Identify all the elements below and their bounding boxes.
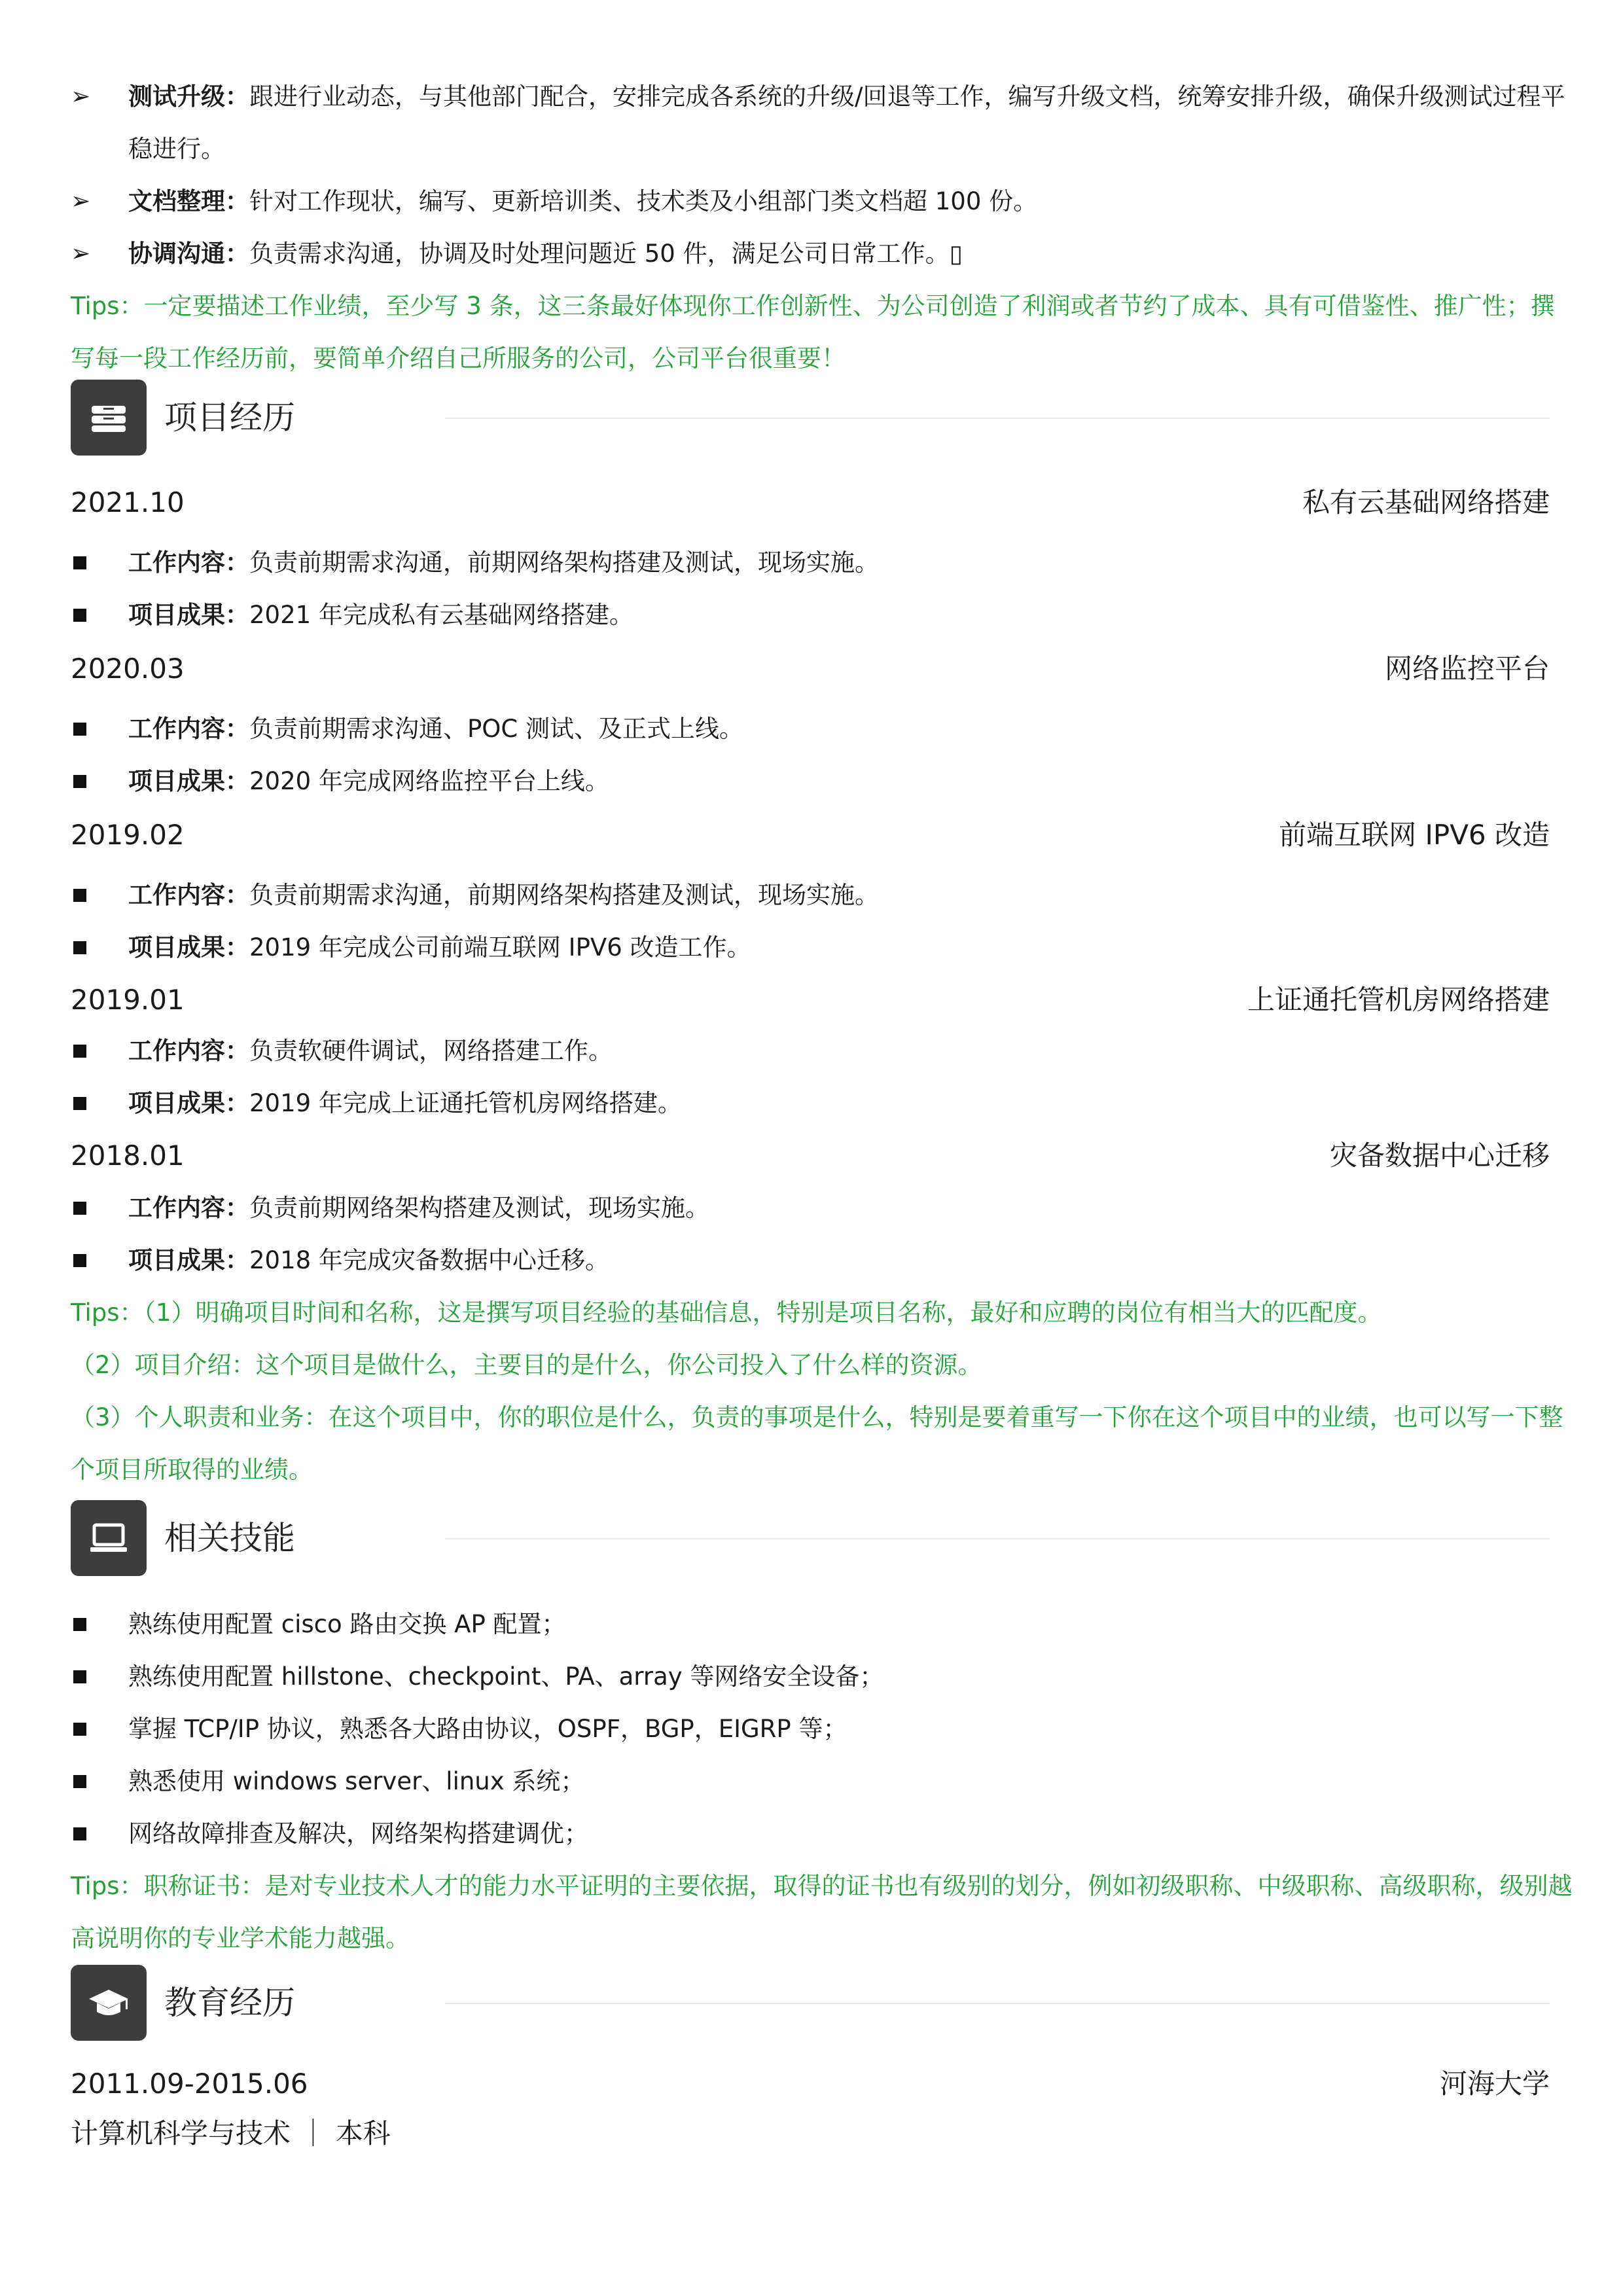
- square-bullet-icon: [73, 1723, 86, 1736]
- section-divider: [445, 418, 1550, 419]
- arrow-bullet-icon: ➢: [71, 188, 91, 215]
- square-bullet-icon: [73, 1202, 86, 1215]
- project-name: 灾备数据中心迁移: [1329, 1139, 1550, 1172]
- item-label: 项目成果：: [128, 601, 249, 629]
- item-label: 工作内容：: [128, 881, 249, 909]
- bullet-text: 跟进行业动态，与其他部门配合，安排完成各系统的升级/回退等工作，编写升级文档，统筹安排升级，确保升级测试过程平稳进行。: [128, 82, 1565, 163]
- bullet-text: 针对工作现状，编写、更新培训类、技术类及小组部门类文档超 100 份。: [249, 187, 1038, 215]
- item-label: 工作内容：: [128, 715, 249, 743]
- education-school: 河海大学: [1439, 2068, 1550, 2100]
- skill-text: 熟练使用配置 cisco 路由交换 AP 配置；: [128, 1610, 566, 1638]
- project-name: 上证通托管机房网络搭建: [1247, 984, 1550, 1016]
- education-date: 2011.09-2015.06: [71, 2068, 308, 2100]
- square-bullet-icon: [73, 941, 86, 954]
- item-label: 工作内容：: [128, 548, 249, 577]
- project-name: 前端互联网 IPV6 改造: [1279, 819, 1550, 851]
- section-title: 教育经历: [164, 1984, 295, 2022]
- bullet-label: 协调沟通：: [128, 240, 249, 268]
- item-text: 负责前期需求沟通，前期网络架构搭建及测试，现场实施。: [249, 881, 879, 909]
- square-bullet-icon: [73, 1254, 86, 1267]
- square-bullet-icon: [73, 889, 86, 902]
- bullet-text: 负责需求沟通，协调及时处理问题近 50 件，满足公司日常工作。▯: [249, 240, 963, 268]
- item-text: 2020 年完成网络监控平台上线。: [249, 767, 609, 795]
- square-bullet-icon: [73, 1827, 86, 1840]
- project-date: 2021.10: [71, 486, 185, 518]
- item-text: 负责软硬件调试，网络搭建工作。: [249, 1037, 613, 1065]
- project-tips-1: Tips：（1）明确项目时间和名称，这是撰写项目经验的基础信息，特别是项目名称，最好和应聘的岗位有相当大的匹配度。: [71, 1299, 1382, 1327]
- work-bullet: [71, 71, 1576, 175]
- section-header-projects: [71, 380, 1550, 456]
- square-bullet-icon: [73, 1670, 86, 1683]
- archive-box-icon: [71, 380, 147, 456]
- project-name: 私有云基础网络搭建: [1302, 486, 1550, 518]
- project-tips-3: （3）个人职责和业务：在这个项目中，你的职位是什么，负责的事项是什么，特别是要着重写一下你在这个项目中的业绩，也可以写一下整个项目所取得的业绩。: [71, 1403, 1563, 1484]
- item-label: 项目成果：: [128, 1089, 249, 1117]
- item-label: 工作内容：: [128, 1194, 249, 1222]
- section-header-skills: [71, 1500, 1550, 1576]
- item-label: 项目成果：: [128, 767, 249, 795]
- section-title: 项目经历: [164, 399, 295, 437]
- skills-tips: Tips：职称证书：是对专业技术人才的能力水平证明的主要依据，取得的证书也有级别的划分，例如初级职称、中级职称、高级职称，级别越高说明你的专业学术能力越强。: [71, 1872, 1573, 1952]
- section-divider: [445, 2003, 1550, 2004]
- work-tips: Tips：一定要描述工作业绩，至少写 3 条，这三条最好体现你工作创新性、为公司创造了利润或者节约了成本、具有可借鉴性、推广性；撰写每一段工作经历前，要简单介绍自己所服务的公司，公司平台很重要！: [71, 292, 1555, 372]
- square-bullet-icon: [73, 556, 86, 569]
- project-date: 2019.02: [71, 819, 185, 851]
- section-divider: [445, 1538, 1550, 1539]
- section-header-education: [71, 1965, 1550, 2041]
- laptop-icon: [71, 1500, 147, 1576]
- skill-text: 熟悉使用 windows server、linux 系统；: [128, 1767, 585, 1795]
- item-text: 负责前期需求沟通，前期网络架构搭建及测试，现场实施。: [249, 548, 879, 577]
- square-bullet-icon: [73, 1097, 86, 1110]
- education-major: 计算机科学与技术 ｜ 本科: [71, 2117, 391, 2149]
- bullet-label: 测试升级：: [128, 82, 249, 111]
- project-name: 网络监控平台: [1384, 653, 1550, 685]
- item-text: 2019 年完成公司前端互联网 IPV6 改造工作。: [249, 933, 751, 961]
- square-bullet-icon: [73, 1775, 86, 1788]
- skill-text: 掌握 TCP/IP 协议，熟悉各大路由协议，OSPF，BGP，EIGRP 等；: [128, 1715, 847, 1743]
- item-text: 2019 年完成上证通托管机房网络搭建。: [249, 1089, 682, 1117]
- square-bullet-icon: [73, 1045, 86, 1058]
- item-text: 2018 年完成灾备数据中心迁移。: [249, 1246, 609, 1274]
- skill-text: 网络故障排查及解决，网络架构搭建调优；: [128, 1820, 588, 1848]
- square-bullet-icon: [73, 775, 86, 788]
- item-text: 2021 年完成私有云基础网络搭建。: [249, 601, 633, 629]
- arrow-bullet-icon: ➢: [71, 240, 91, 267]
- item-label: 工作内容：: [128, 1037, 249, 1065]
- item-label: 项目成果：: [128, 1246, 249, 1274]
- project-date: 2020.03: [71, 653, 185, 685]
- graduation-cap-icon: [71, 1965, 147, 2041]
- square-bullet-icon: [73, 723, 86, 736]
- item-label: 项目成果：: [128, 933, 249, 961]
- item-text: 负责前期需求沟通、POC 测试、及正式上线。: [249, 715, 744, 743]
- project-date: 2019.01: [71, 984, 185, 1016]
- item-text: 负责前期网络架构搭建及测试，现场实施。: [249, 1194, 709, 1222]
- square-bullet-icon: [73, 1618, 86, 1631]
- skill-text: 熟练使用配置 hillstone、checkpoint、PA、array 等网络安全设备；: [128, 1662, 884, 1691]
- project-tips-2: （2）项目介绍：这个项目是做什么，主要目的是什么，你公司投入了什么样的资源。: [71, 1351, 982, 1379]
- bullet-label: 文档整理：: [128, 187, 249, 215]
- arrow-bullet-icon: ➢: [71, 83, 91, 110]
- project-date: 2018.01: [71, 1139, 185, 1172]
- square-bullet-icon: [73, 609, 86, 622]
- section-title: 相关技能: [164, 1519, 295, 1557]
